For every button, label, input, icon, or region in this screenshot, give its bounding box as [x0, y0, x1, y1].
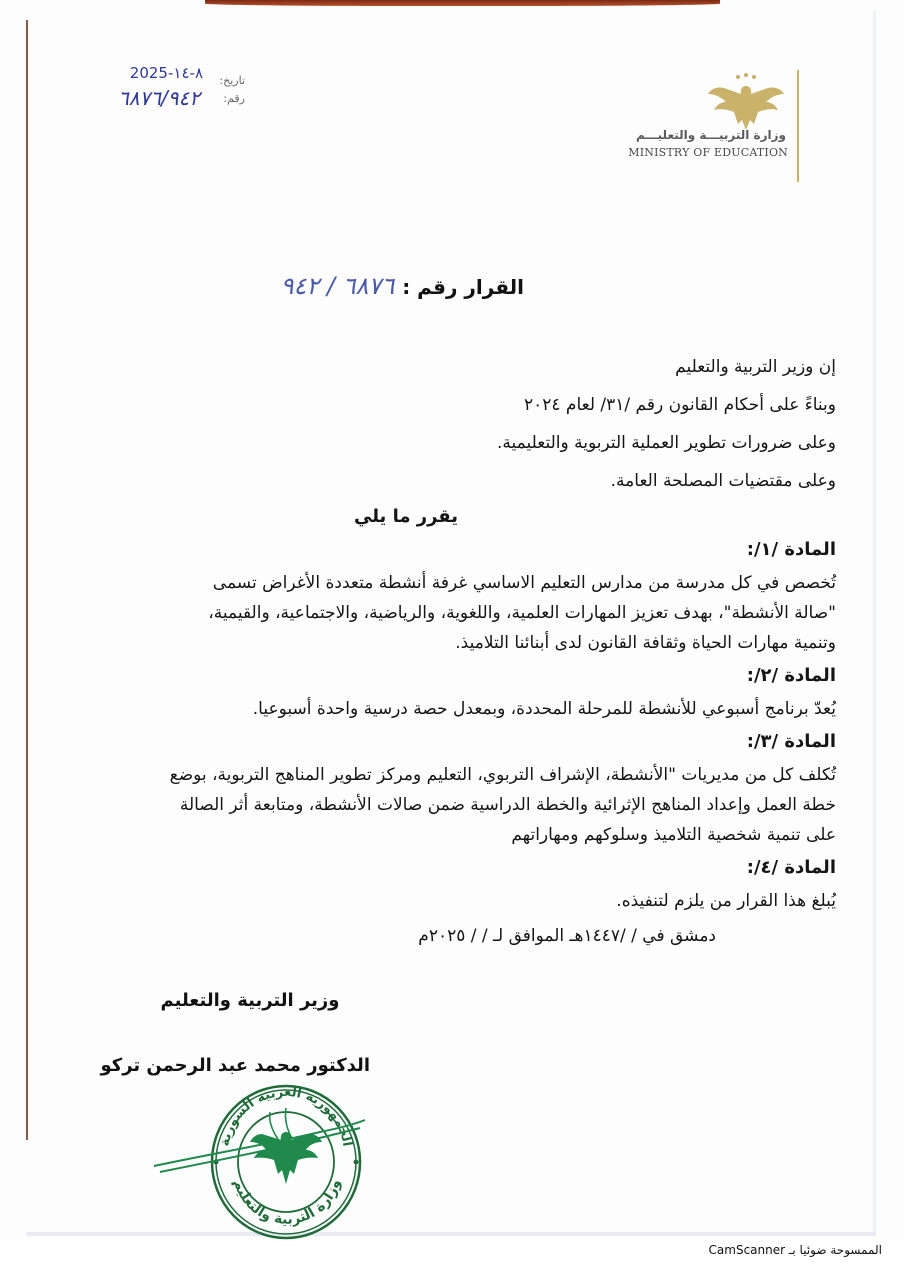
article-3	[76, 729, 836, 847]
stamp-inner-text: وزارة التربية والتعليم	[230, 1177, 344, 1228]
ministry-name-english: MINISTRY OF EDUCATION	[628, 146, 788, 159]
article-line: وتنمية مهارات الحياة وثقافة القانون لدى أبنائنا التلاميذ.	[455, 633, 836, 653]
camscanner-footer: الممسوحة ضوئيا بـ CamScanner	[708, 1243, 882, 1257]
ministry-name-arabic: وزارة التربيـــة والتعليـــم	[635, 128, 786, 142]
document-body	[76, 348, 836, 949]
article-2	[76, 663, 836, 721]
ref-number-value: ٦٨٧٦/٩٤٢	[118, 86, 200, 110]
article-line: "صالة الأنشطة"، بهدف تعزيز المهارات العلمية، واللغوية، والرياضية، والاجتماعية، والقيمية،	[208, 603, 836, 623]
article-line: يُعدّ برنامج أسبوعي للأنشطة للمرحلة المحددة، وبمعدل حصة درسية واحدة أسبوعيا.	[252, 699, 836, 719]
article-4	[76, 855, 836, 913]
scan-top-edge	[205, 0, 720, 6]
scan-left-edge	[26, 20, 28, 1140]
reference-block	[80, 62, 255, 112]
article-line: تُكلف كل من مديريات "الأنشطة، الإشراف التربوي، التعليم ومركز تطوير المناهج التربوية، بوضع	[169, 765, 836, 785]
resolves-heading: يقرر ما يلي	[353, 506, 459, 527]
article-title: المادة /١/:	[746, 539, 836, 560]
preamble-line: وعلى مقتضيات المصلحة العامة.	[610, 471, 836, 491]
preamble	[76, 348, 836, 500]
header-divider	[797, 70, 799, 182]
signatory-name: الدكتور محمد عبد الرحمن تركو	[100, 1055, 370, 1076]
article-title: المادة /٢/:	[746, 665, 836, 686]
stamp-outer-text: الجمهورية العربية السورية	[217, 1084, 355, 1148]
scan-right-edge	[873, 10, 876, 1235]
eagle-emblem-icon	[706, 72, 786, 134]
article-line: على تنمية شخصية التلاميذ وسلوكهم ومهاراتهم	[511, 825, 836, 845]
ref-date-value: 2025-٨-١٤	[129, 64, 203, 82]
article-title: المادة /٣/:	[746, 731, 836, 752]
article-line: يُبلغ هذا القرار من يلزم لتنفيذه.	[616, 891, 836, 911]
article-title: المادة /٤/:	[746, 857, 836, 878]
decision-label: القرار رقم :	[402, 275, 524, 299]
decision-number	[281, 272, 524, 300]
decision-number-value: ٦٨٧٦ / ٩٤٢	[280, 272, 395, 300]
preamble-line: وبناءً على أحكام القانون رقم /٣١/ لعام ٢٠٢٤	[523, 395, 836, 415]
preamble-line: وعلى ضرورات تطوير العملية التربوية والتعليمية.	[497, 433, 836, 453]
ref-date-label: تاريخ:	[219, 74, 245, 87]
preamble-line: إن وزير التربية والتعليم	[675, 357, 836, 377]
date-line: دمشق في / /١٤٤٧هـ الموافق لـ / / ٢٠٢٥م	[418, 926, 716, 946]
article-line: خطة العمل وإعداد المناهج الإثرائية والخطة الدراسية ضمن صالات الأنشطة، ومتابعة أثر الصالة	[179, 795, 836, 815]
official-stamp	[150, 1062, 380, 1242]
signatory-title: وزير التربية والتعليم	[160, 990, 340, 1011]
ref-number-label: رقم:	[223, 92, 245, 105]
article-1	[76, 537, 836, 655]
article-line: تُخصص في كل مدرسة من مدارس التعليم الاساسي غرفة أنشطة متعددة الأغراض تسمى	[212, 573, 836, 593]
